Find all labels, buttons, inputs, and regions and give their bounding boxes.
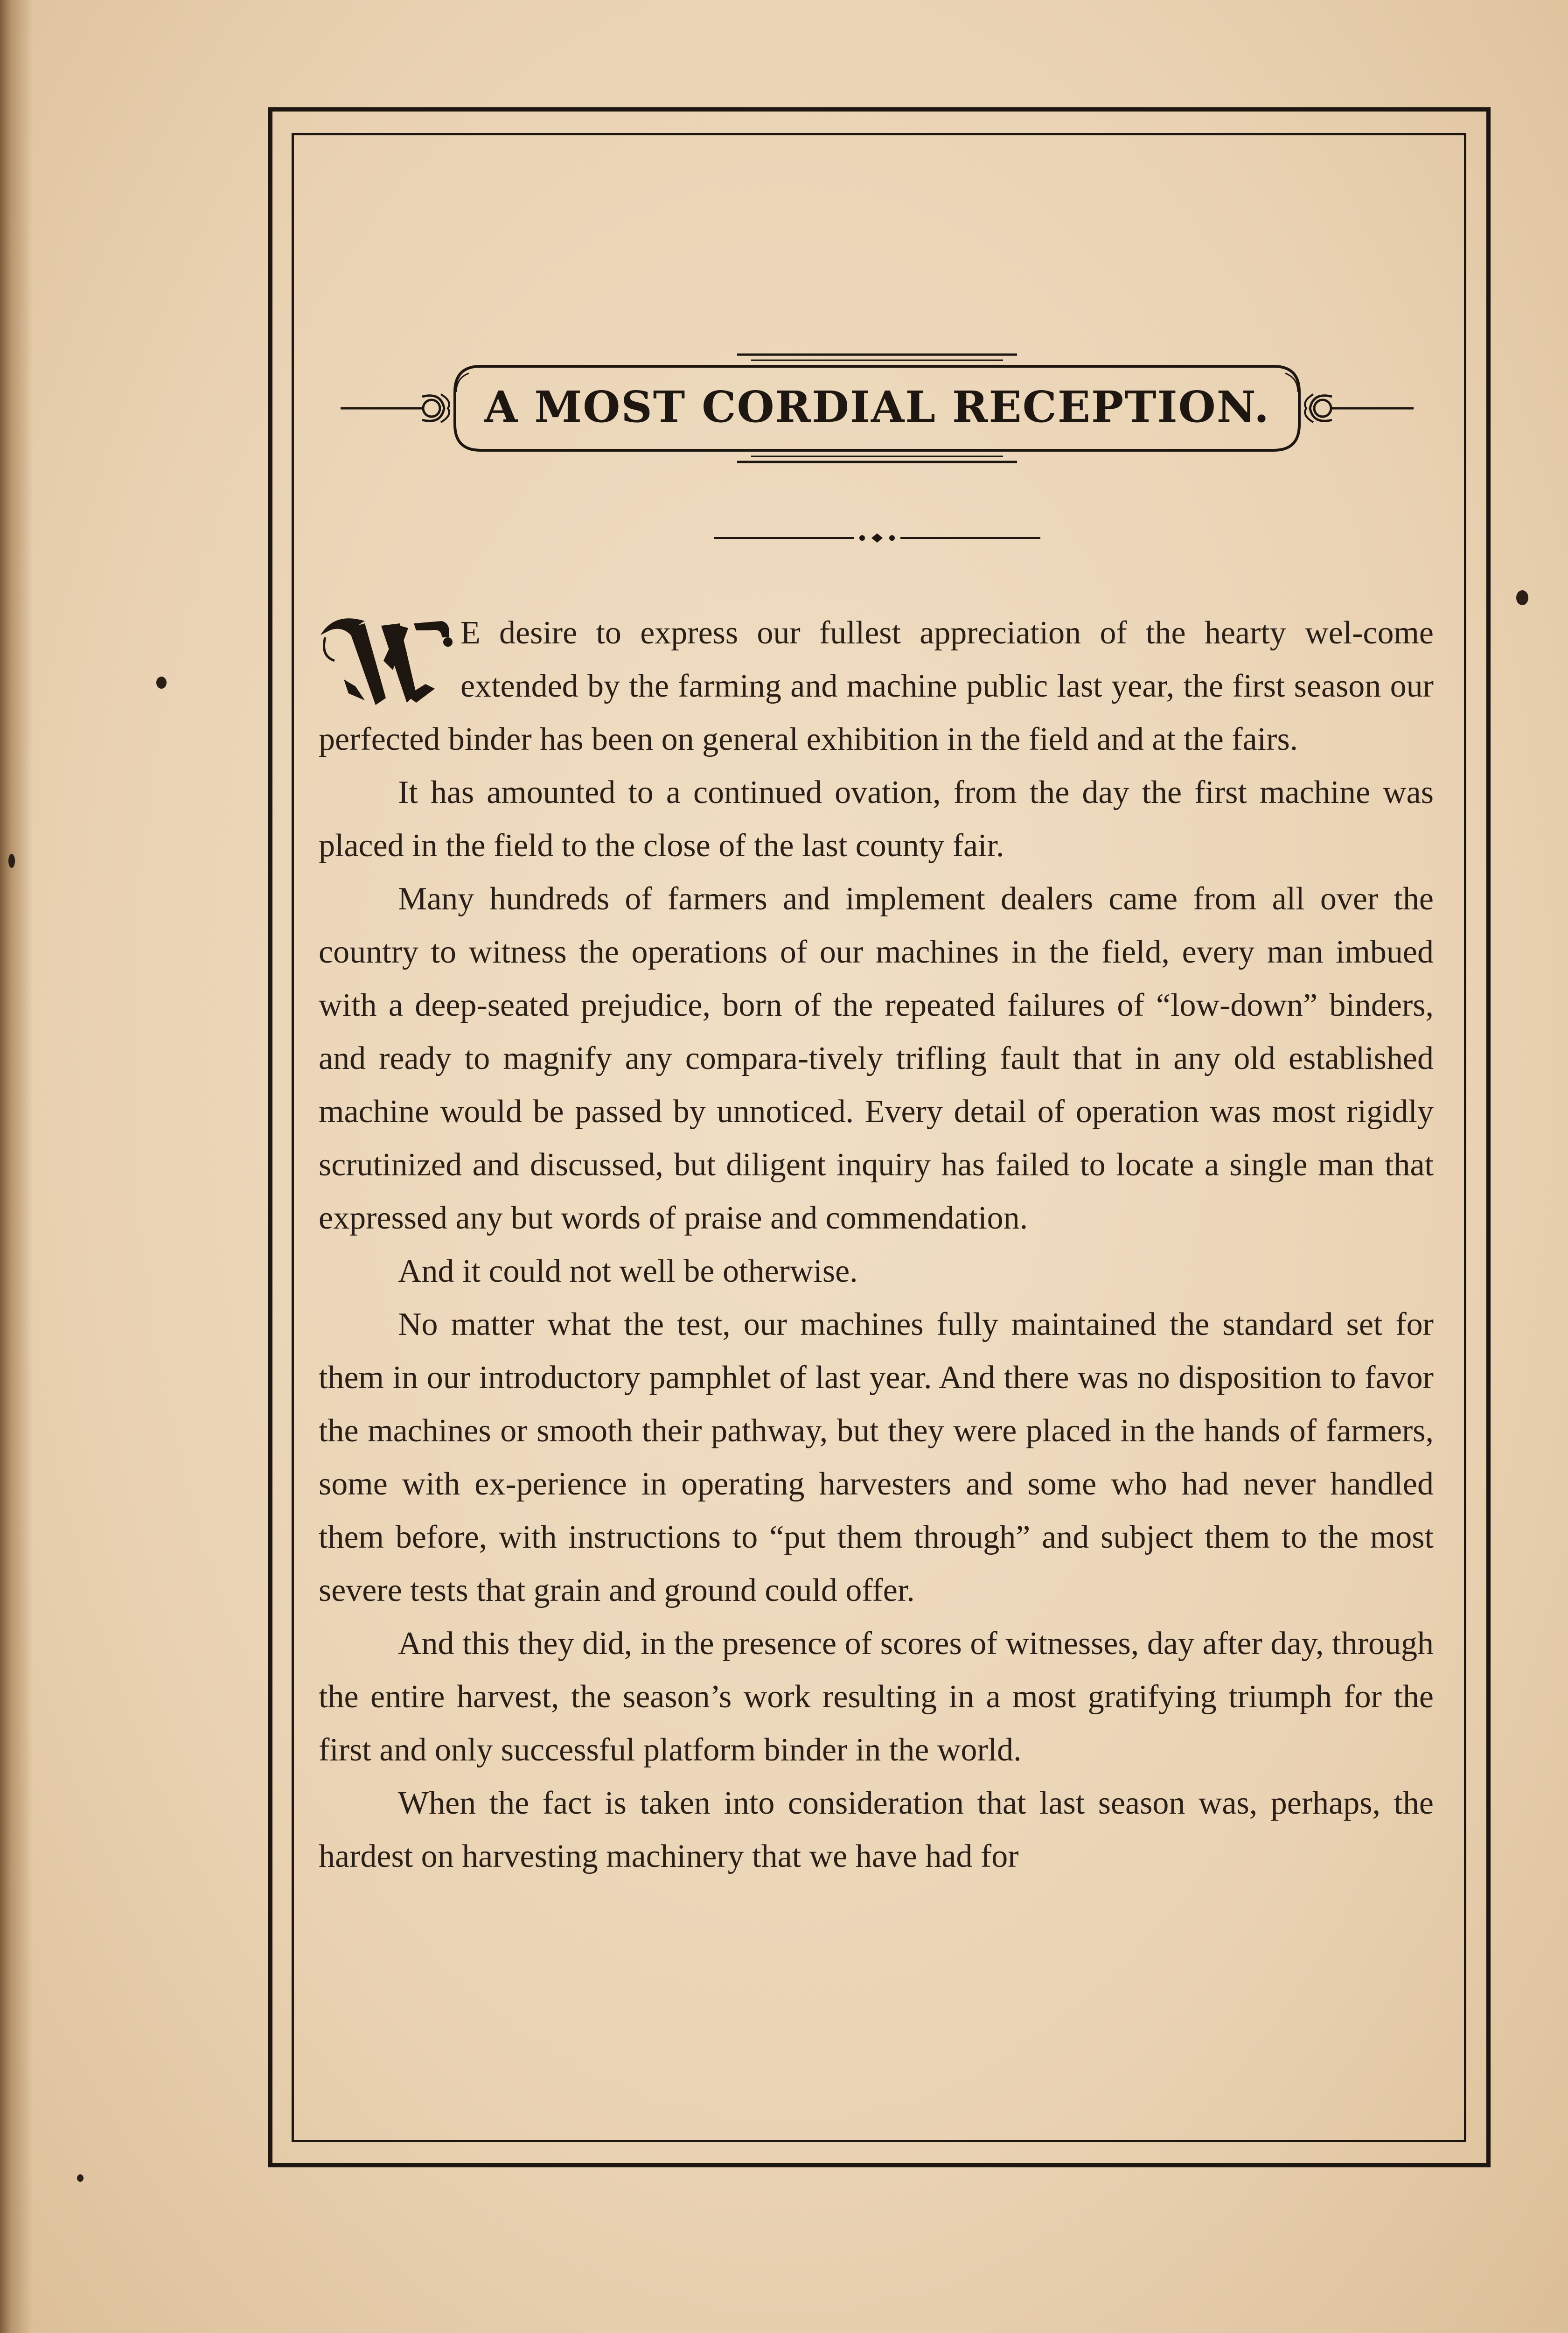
body-text bbox=[319, 607, 1434, 1883]
paper-speck bbox=[1516, 590, 1528, 605]
drop-cap-w bbox=[316, 609, 456, 712]
binding-shadow bbox=[0, 0, 33, 2333]
ornamental-divider bbox=[714, 531, 1040, 545]
paragraph-6: And this they did, in the presence of scores of witnesses, day after day, through the entire harvest, the season’s work resulting in a most gratifying triumph for the first and only successful platform binder in the world. bbox=[319, 1626, 1434, 1768]
paragraph-2: It has amounted to a continued ovation, from the day the first machine was placed in the field to the close of the last county fair. bbox=[319, 775, 1434, 864]
paragraph-7: When the fact is taken into consideration that last season was, perhaps, the hardest on harvesting machinery that we have had for bbox=[319, 1785, 1434, 1874]
paragraph-5: No matter what the test, our machines fully maintained the standard set for them in our introductory pamphlet of last year. And there was no disposition to favor the machines or smooth their pathway, but they were placed in the hands of farmers, some with ex-perience in operating harvesters and some who had never handled them before, with instructions to “put them through” and subject them to the most severe tests that grain and ground could offer. bbox=[319, 1306, 1434, 1608]
paper-speck bbox=[77, 2174, 84, 2182]
title-cartouche bbox=[341, 345, 1414, 467]
paragraph-4: And it could not well be otherwise. bbox=[398, 1253, 858, 1289]
paragraph-1 bbox=[319, 607, 1434, 766]
paper-speck bbox=[156, 677, 167, 689]
page-title: A MOST CORDIAL RECEPTION. bbox=[484, 382, 1270, 432]
paragraph-1-text: E desire to express our fullest appreciation of the hearty wel-come extended by the farming and machine public last year, the first season our perfected binder has been on general exhibition in the field and at the fairs. bbox=[319, 615, 1434, 757]
paper-speck bbox=[8, 854, 15, 868]
drop-cap-w-ornament bbox=[316, 609, 456, 712]
paragraph-3: Many hundreds of farmers and implement dealers came from all over the country to witness the operations of our machines in the field, every man imbued with a deep-seated prejudice, born of the repeated failures of “low-down” binders, and ready to magnify any compara-tively trifling fault that in any old established machine would be passed by unnoticed. Every detail of operation was most rigidly scrutinized and discussed, but diligent inquiry has failed to locate a single man that expressed any but words of praise and commendation. bbox=[319, 881, 1434, 1236]
